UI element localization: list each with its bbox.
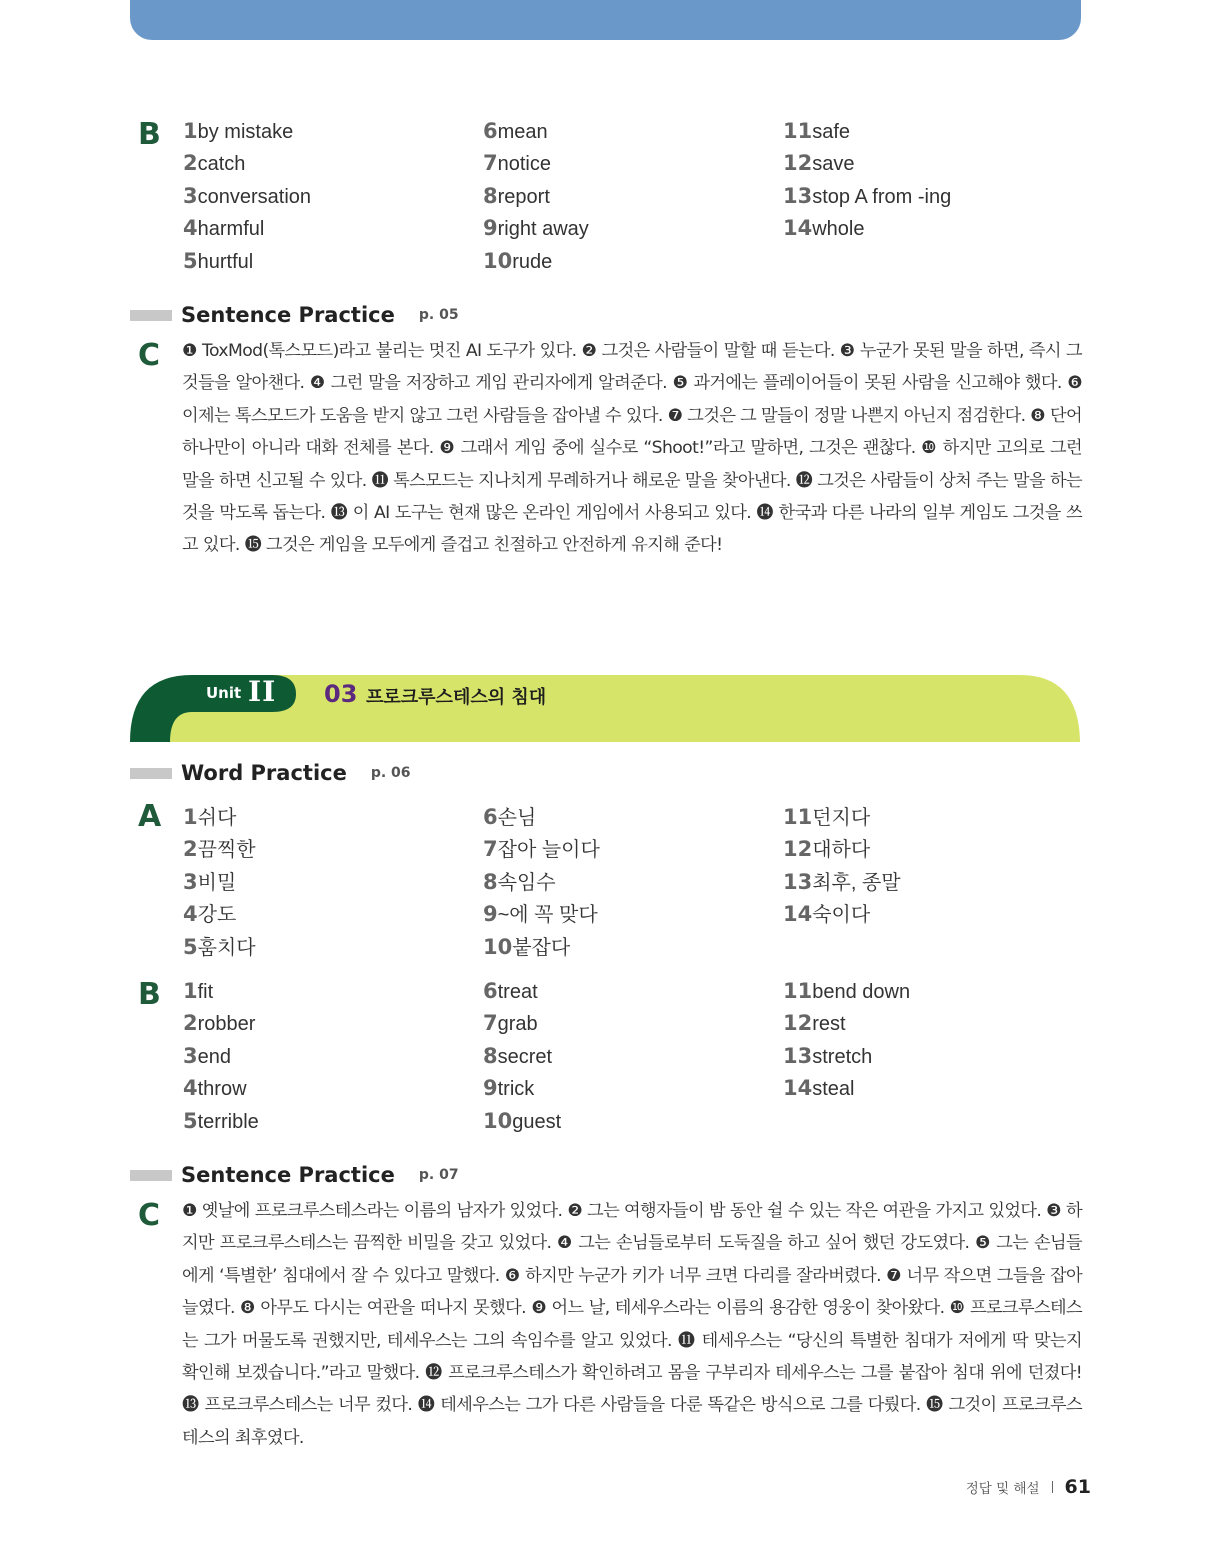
item-word: 훔치다: [197, 936, 256, 959]
item-word: stop A from -ing: [812, 185, 952, 208]
word-item: [183, 184, 311, 209]
item-word: conversation: [197, 185, 312, 208]
item-word: 대하다: [812, 839, 871, 862]
heading-bar: [130, 1170, 172, 1181]
item-number: 12: [783, 151, 813, 176]
word-item: [183, 119, 293, 144]
item-number: 10: [483, 934, 513, 959]
item-word: 쉬다: [197, 807, 237, 829]
word-item: [783, 979, 910, 1004]
item-word: right away: [497, 218, 589, 241]
item-number: 7: [483, 837, 498, 862]
word-item: [183, 1044, 231, 1069]
item-number: 9: [483, 1076, 498, 1101]
footer-divider: [1052, 1481, 1053, 1493]
section-letter-c: C: [138, 1198, 161, 1233]
item-word: hurtful: [197, 250, 254, 273]
item-word: trick: [497, 1078, 535, 1101]
section-letter-a: A: [138, 799, 162, 834]
item-number: 10: [483, 1108, 513, 1133]
sentence-practice-heading: [130, 1161, 459, 1189]
word-item: [483, 119, 548, 144]
section-letter-b: B: [138, 977, 161, 1012]
item-word: report: [497, 185, 550, 208]
section-letter-c: C: [138, 338, 161, 373]
lesson-title: 프로크루스테스의 침대: [366, 687, 547, 708]
item-number: 8: [483, 1043, 498, 1068]
word-item: [183, 216, 264, 241]
sentence-practice-heading: [130, 301, 459, 329]
item-word: rest: [812, 1013, 846, 1036]
word-item: [183, 151, 245, 176]
item-number: 4: [183, 902, 198, 927]
word-item: [783, 1044, 872, 1069]
item-word: fit: [197, 981, 214, 1003]
word-item: [783, 1011, 846, 1036]
word-practice-heading: [130, 759, 411, 787]
word-item: [183, 1011, 255, 1036]
item-word: 숙이다: [812, 904, 871, 927]
page-number: 61: [1064, 1476, 1091, 1498]
word-item: [183, 833, 256, 862]
item-number: 7: [483, 151, 498, 176]
item-number: 11: [783, 979, 813, 1003]
item-number: 11: [783, 119, 813, 143]
heading-title: Sentence Practice: [181, 1163, 395, 1187]
item-word: rude: [512, 250, 553, 273]
item-number: 4: [183, 216, 198, 241]
heading-page-ref: p. 05: [418, 307, 459, 323]
item-number: 5: [183, 248, 198, 273]
heading-bar: [130, 310, 172, 321]
item-word: catch: [197, 153, 246, 176]
word-item: [183, 979, 213, 1004]
item-word: 잡아 늘이다: [497, 839, 600, 862]
item-word: 비밀: [197, 871, 237, 894]
word-item: [483, 931, 570, 960]
item-word: notice: [497, 153, 551, 176]
item-word: steal: [812, 1078, 855, 1101]
word-item: [483, 833, 600, 862]
unit-numeral: II: [248, 675, 277, 708]
word-item: [483, 249, 552, 274]
word-item: [183, 931, 256, 960]
item-word: save: [812, 153, 855, 176]
item-number: 8: [483, 183, 498, 208]
unit-banner: [130, 672, 1080, 742]
item-number: 12: [783, 1011, 813, 1036]
item-number: 6: [483, 805, 498, 829]
item-number: 2: [183, 837, 198, 862]
word-item: [783, 1076, 854, 1101]
item-number: 5: [183, 1108, 198, 1133]
item-number: 5: [183, 934, 198, 959]
heading-bar: [130, 768, 172, 779]
word-item: [483, 866, 556, 895]
translation-paragraph: ❶ ToxMod(톡스모드)라고 불리는 멋진 AI 도구가 있다. ❷ 그것은 사람들이 말할 때 듣는다. ❸ 누군가 못된 말을 하면, 즉시 그것들을 알아챈다. ❹ 그런 말을 저장하고 게임 관리자에게 알려준다. ❺ 과거에는 플레이어들이 못된 사람을 신고해야 했다. ❻ 이제는 톡스모드가 도움을 받지 않고 그런 사람들을 잡아낼 수 있다. ❼ 그것은 그 말들이 정말 나쁜지 아닌지 점검한다. ❽ 단어 하나만이 아니라 대화 전체를 본다. ❾ 그래서 게임 중에 실수로 “Shoot!”라고 말하면, 그것은 괜찮다. ❿ 하지만 고의로 그런 말을 하면 신고될 수 있다. ⓫ 톡스모드는 지나치게 무례하거나 해로운 말을 찾아낸다. ⓬ 그것은 사람들이 상처 주는 말을 하는 것을 막도록 돕는다. ⓭ 이 AI 도구는 현재 많은 온라인 게임에서 사용되고 있다. ⓮ 한국과 다른 나라의 일부 게임도 그것을 쓰고 있다. ⓯ 그것은 게임을 모두에게 즐겁고 친절하고 안전하게 유지해 준다!: [182, 341, 1082, 556]
word-item: [483, 801, 536, 830]
item-word: terrible: [197, 1110, 259, 1133]
item-word: guest: [512, 1110, 562, 1133]
word-item: [483, 898, 598, 927]
word-item: [783, 216, 865, 241]
item-number: 3: [183, 183, 198, 208]
item-word: by mistake: [197, 121, 294, 143]
heading-title: Word Practice: [181, 761, 347, 785]
word-item: [783, 801, 870, 830]
item-word: 던지다: [812, 807, 871, 829]
item-number: 14: [783, 1076, 813, 1101]
item-word: 강도: [197, 904, 237, 927]
heading-page-ref: p. 06: [370, 765, 411, 781]
item-number: 2: [183, 1011, 198, 1036]
word-item: [183, 898, 236, 927]
heading-title: Sentence Practice: [181, 303, 395, 327]
item-number: 13: [783, 869, 813, 894]
item-number: 6: [483, 979, 498, 1003]
item-word: treat: [497, 981, 538, 1003]
item-number: 11: [783, 805, 813, 829]
unit-label: Unit: [206, 684, 242, 702]
item-number: 14: [783, 216, 813, 241]
heading-page-ref: p. 07: [418, 1167, 459, 1183]
word-item: [483, 979, 538, 1004]
word-item: [783, 833, 870, 862]
item-word: stretch: [812, 1045, 873, 1068]
item-number: 4: [183, 1076, 198, 1101]
item-number: 1: [183, 119, 198, 143]
item-number: 3: [183, 1043, 198, 1068]
item-number: 14: [783, 902, 813, 927]
item-word: end: [197, 1045, 231, 1068]
footer-label: 정답 및 해설: [965, 1481, 1040, 1497]
word-item: [783, 184, 951, 209]
word-item: [783, 151, 854, 176]
word-item: [483, 1044, 552, 1069]
word-item: [183, 866, 236, 895]
item-word: harmful: [197, 218, 265, 241]
item-number: 8: [483, 869, 498, 894]
item-word: bend down: [812, 981, 911, 1003]
word-item: [183, 1109, 259, 1134]
item-word: 손님: [497, 807, 537, 829]
item-number: 10: [483, 248, 513, 273]
word-item: [783, 898, 870, 927]
item-word: grab: [497, 1013, 538, 1036]
translation-paragraph: ❶ 옛날에 프로크루스테스라는 이름의 남자가 있었다. ❷ 그는 여행자들이 밤 동안 쉴 수 있는 작은 여관을 가지고 있었다. ❸ 하지만 프로크루스테스는 끔찍한 비밀을 갖고 있었다. ❹ 그는 손님들로부터 도둑질을 하고 싶어 했던 강도였다. ❺ 그는 손님들에게 ‘특별한’ 침대에서 잘 수 있다고 말했다. ❻ 하지만 누군가 키가 너무 크면 다리를 잘라버렸다. ❼ 너무 작으면 그들을 잡아 늘였다. ❽ 아무도 다시는 여관을 떠나지 못했다. ❾ 어느 날, 테세우스라는 이름의 용감한 영웅이 찾아왔다. ❿ 프로크루스테스는 그가 머물도록 권했지만, 테세우스는 그의 속임수를 알고 있었다. ⓫ 테세우스는 “당신의 특별한 침대가 저에게 딱 맞는지 확인해 보겠습니다.”라고 말했다. ⓬ 프로크루스테스가 확인하려고 몸을 구부리자 테세우스는 그를 붙잡아 침대 위에 던졌다! ⓭ 프로크루스테스는 너무 컸다. ⓮ 테세우스는 그가 다른 사람들을 다룬 똑같은 방식으로 그를 다뤘다. ⓯ 그것이 프로크루스테스의 최후였다.: [182, 1201, 1082, 1448]
item-number: 2: [183, 151, 198, 176]
page-footer: [966, 1476, 1091, 1498]
word-item: [483, 151, 551, 176]
word-item: [483, 1109, 561, 1134]
word-item: [783, 866, 901, 895]
top-header-band: [130, 0, 1081, 40]
item-word: robber: [197, 1013, 256, 1036]
item-word: 속임수: [497, 871, 556, 894]
item-number: 13: [783, 183, 813, 208]
word-item: [183, 1076, 247, 1101]
word-item: [483, 184, 550, 209]
word-item: [483, 216, 589, 241]
word-item: [483, 1011, 538, 1036]
item-word: mean: [497, 121, 548, 143]
item-number: 13: [783, 1043, 813, 1068]
item-word: secret: [497, 1045, 553, 1068]
word-item: [783, 119, 850, 144]
item-word: 끔찍한: [197, 839, 256, 862]
section-letter-b: B: [138, 117, 161, 152]
item-number: 7: [483, 1011, 498, 1036]
item-word: throw: [197, 1078, 247, 1101]
item-word: whole: [812, 218, 865, 241]
item-word: safe: [812, 121, 851, 143]
word-item: [183, 801, 236, 830]
word-item: [183, 249, 253, 274]
item-word: 붙잡다: [512, 936, 571, 959]
item-number: 1: [183, 979, 198, 1003]
item-word: 최후, 종말: [812, 871, 901, 894]
item-word: ~에 꼭 맞다: [497, 904, 598, 927]
item-number: 3: [183, 869, 198, 894]
item-number: 9: [483, 902, 498, 927]
item-number: 9: [483, 216, 498, 241]
word-item: [483, 1076, 534, 1101]
item-number: 1: [183, 805, 198, 829]
item-number: 12: [783, 837, 813, 862]
lesson-number: 03: [324, 680, 358, 708]
item-number: 6: [483, 119, 498, 143]
